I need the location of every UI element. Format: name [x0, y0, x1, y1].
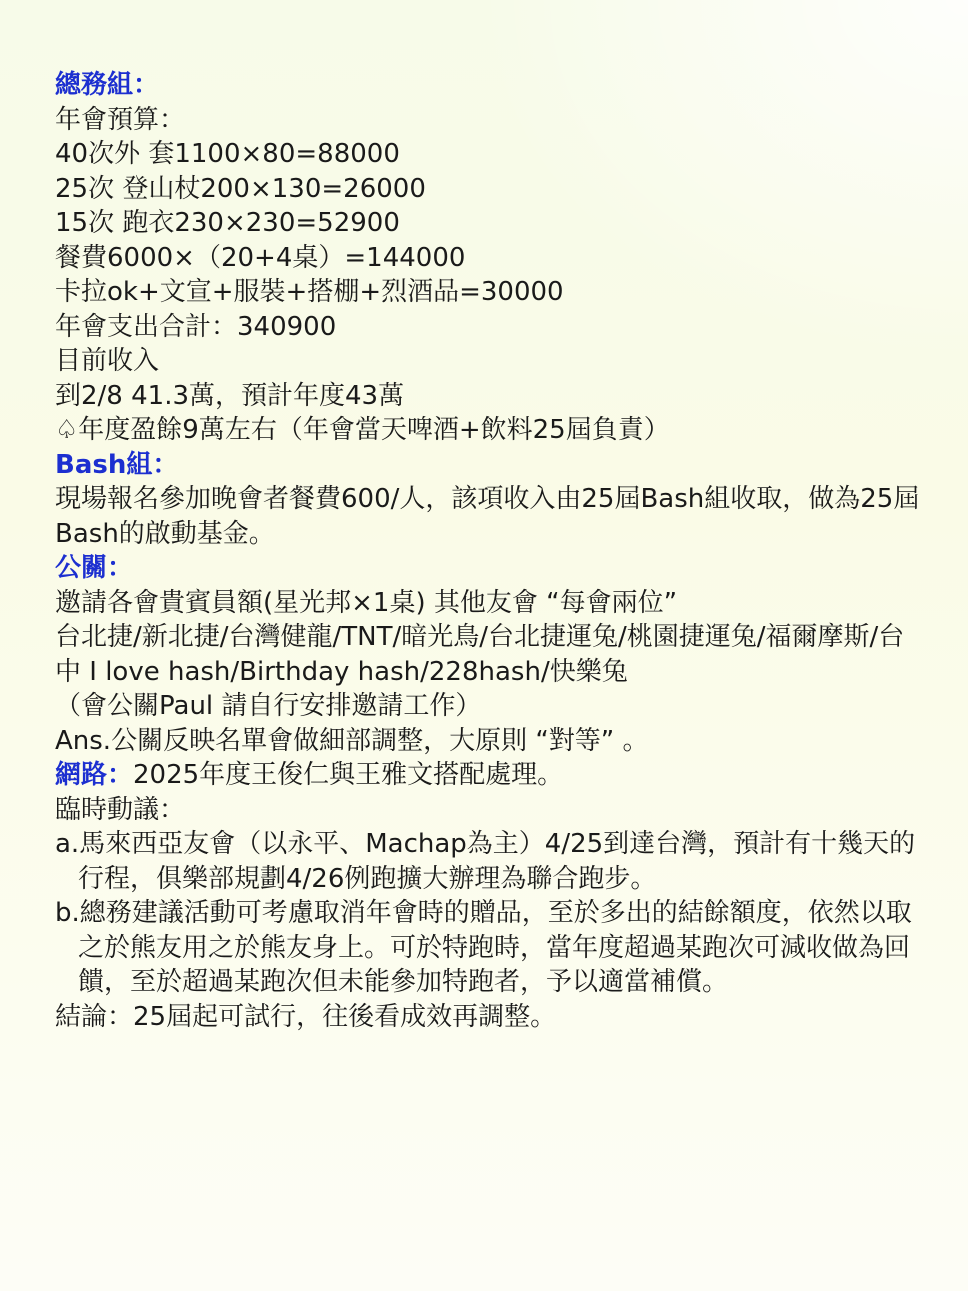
budget-line-running-shirt: 15次 跑衣230×230=52900	[55, 208, 400, 238]
meeting-notes	[55, 68, 925, 1034]
income-title: 目前收入	[55, 346, 160, 376]
bash-heading: Bash組：	[55, 449, 179, 480]
motion-item-a: a.馬來西亞友會（以永平、Machap為主）4/25到達台灣，預計有十幾天的行程，俱樂部規劃4/26例跑擴大辦理為聯合跑步。	[55, 829, 916, 894]
conclusion-line: 結論：25屆起可試行，往後看成效再調整。	[55, 1001, 557, 1032]
pr-note-line: （會公關Paul 請自行安排邀請工作）	[55, 691, 482, 721]
income-line: 到2/8 41.3萬，預計年度43萬	[55, 380, 405, 411]
budget-line-misc: 卡拉ok+文宣+服裝+搭棚+烈酒品=30000	[55, 277, 564, 307]
network-text: 2025年度王俊仁與王雅文搭配處理。	[133, 760, 564, 790]
general-affairs-heading: 總務組：	[55, 70, 160, 100]
network-line	[55, 758, 925, 793]
pr-answer-line: Ans.公關反映名單會做細部調整，大原則 “對等” 。	[55, 725, 649, 756]
pr-clubs-text: 台北捷/新北捷/台灣健龍/TNT/暗光鳥/台北捷運兔/桃園捷運兔/福爾摩斯/台中 I love hash/Birthday hash/228hash/快樂兔	[55, 622, 905, 687]
pr-invite-line: 邀請各會貴賓員額(星光邦×1桌) 其他友會 “每會兩位”	[55, 587, 678, 618]
budget-line-meal: 餐費6000×（20+4桌）=144000	[55, 242, 466, 273]
bash-text: 現場報名參加晚會者餐費600/人，該項收入由25屆Bash組收取，做為25屆Bash的啟動基金。	[55, 484, 920, 549]
budget-line-trekking-pole: 25次 登山杖200×130=26000	[55, 173, 426, 204]
motions-title: 臨時動議：	[55, 794, 186, 825]
pr-heading: 公關：	[55, 553, 134, 583]
budget-line-jacket: 40次外 套1100×80=88000	[55, 139, 400, 169]
budget-title: 年會預算：	[55, 104, 186, 135]
motion-item-b: b.總務建議活動可考慮取消年會時的贈品，至於多出的結餘額度，依然以取之於熊友用之於熊友身上。可於特跑時，當年度超過某跑次可減收做為回饋，至於超過某跑次但未能參加特跑者，予以適當補償。	[55, 898, 912, 997]
budget-total: 年會支出合計：340900	[55, 311, 337, 342]
network-heading: 網路：	[55, 760, 134, 790]
surplus-line: ♤年度盈餘9萬左右（年會當天啤酒+飲料25屆負責）	[55, 415, 670, 445]
